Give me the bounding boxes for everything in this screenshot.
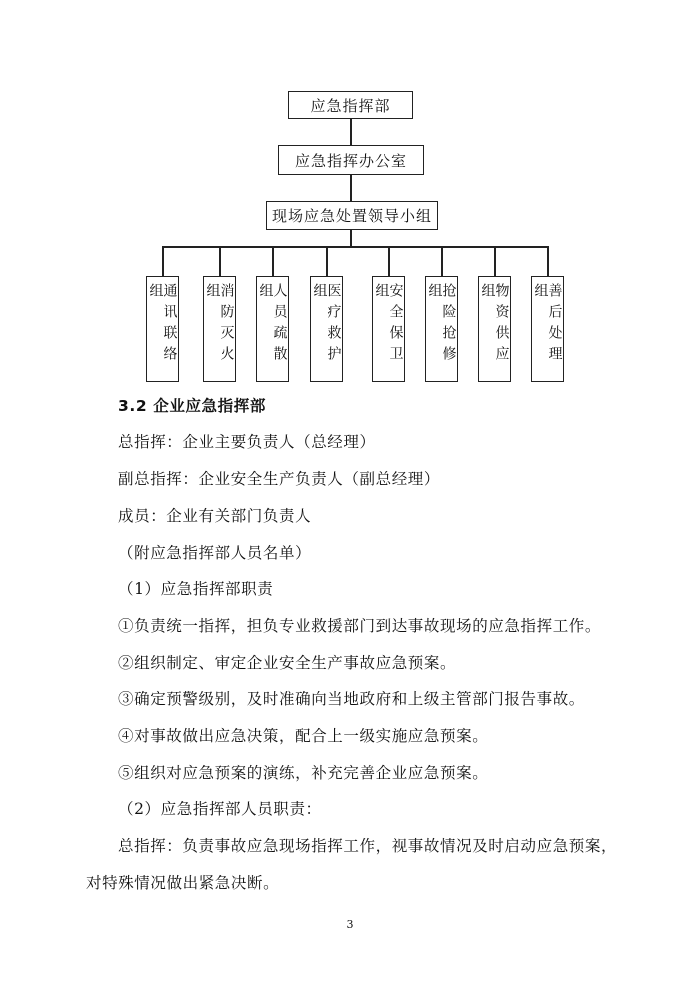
box-group-aftermath xyxy=(531,276,564,382)
group-label: 人员疏散组 xyxy=(257,283,288,367)
box-group-repair xyxy=(425,276,458,382)
box-group-medical xyxy=(310,276,343,382)
box-group-firefighting xyxy=(203,276,236,382)
drop-3 xyxy=(272,246,274,276)
group-label: 抢险抢修组 xyxy=(426,283,457,367)
box-field-leadership: 现场应急处置领导小组 xyxy=(266,201,438,230)
drop-8 xyxy=(547,246,549,276)
drop-5 xyxy=(388,246,390,276)
text-line: 成员：企业有关部门负责人 xyxy=(118,507,312,525)
group-label: 物资供应组 xyxy=(479,283,510,367)
box-group-security xyxy=(372,276,405,382)
section-heading: 3.2 企业应急指挥部 xyxy=(118,397,266,415)
drop-6 xyxy=(441,246,443,276)
text-line: 总指挥：企业主要负责人（总经理） xyxy=(118,433,376,451)
text-line: 副总指挥：企业安全生产负责人（副总经理） xyxy=(118,470,441,488)
text-line: ②组织制定、审定企业安全生产事故应急预案。 xyxy=(118,654,457,672)
group-label: 消防灭火组 xyxy=(204,283,235,367)
connector-3 xyxy=(350,230,352,246)
text-line: 对特殊情况做出紧急决断。 xyxy=(86,874,280,892)
group-label: 医疗救护组 xyxy=(311,283,342,367)
box-group-communication xyxy=(146,276,179,382)
group-label: 安全保卫组 xyxy=(373,283,404,367)
text-line: ⑤组织对应急预案的演练，补充完善企业应急预案。 xyxy=(118,764,489,782)
text-line: （附应急指挥部人员名单） xyxy=(118,544,312,562)
drop-4 xyxy=(326,246,328,276)
text-line: ④对事故做出应急决策，配合上一级实施应急预案。 xyxy=(118,727,489,745)
text-line: 总指挥：负责事故应急现场指挥工作，视事故情况及时启动应急预案， xyxy=(118,837,618,855)
drop-7 xyxy=(494,246,496,276)
text-line: （1）应急指挥部职责 xyxy=(118,580,274,598)
box-group-supplies xyxy=(478,276,511,382)
text-line: ③确定预警级别，及时准确向当地政府和上级主管部门报告事故。 xyxy=(118,690,585,708)
text-line: （2）应急指挥部人员职责： xyxy=(118,800,322,818)
box-group-evacuation xyxy=(256,276,289,382)
box-command-hq: 应急指挥部 xyxy=(288,91,413,119)
group-label: 通讯联络组 xyxy=(147,283,178,367)
drop-2 xyxy=(219,246,221,276)
drop-1 xyxy=(162,246,164,276)
text-line: ①负责统一指挥，担负专业救援部门到达事故现场的应急指挥工作。 xyxy=(118,617,602,635)
box-command-office: 应急指挥办公室 xyxy=(278,145,424,175)
connector-2 xyxy=(350,175,352,201)
connector-1 xyxy=(350,119,352,145)
page-number: 3 xyxy=(346,918,354,931)
group-label: 善后处理组 xyxy=(532,283,563,367)
